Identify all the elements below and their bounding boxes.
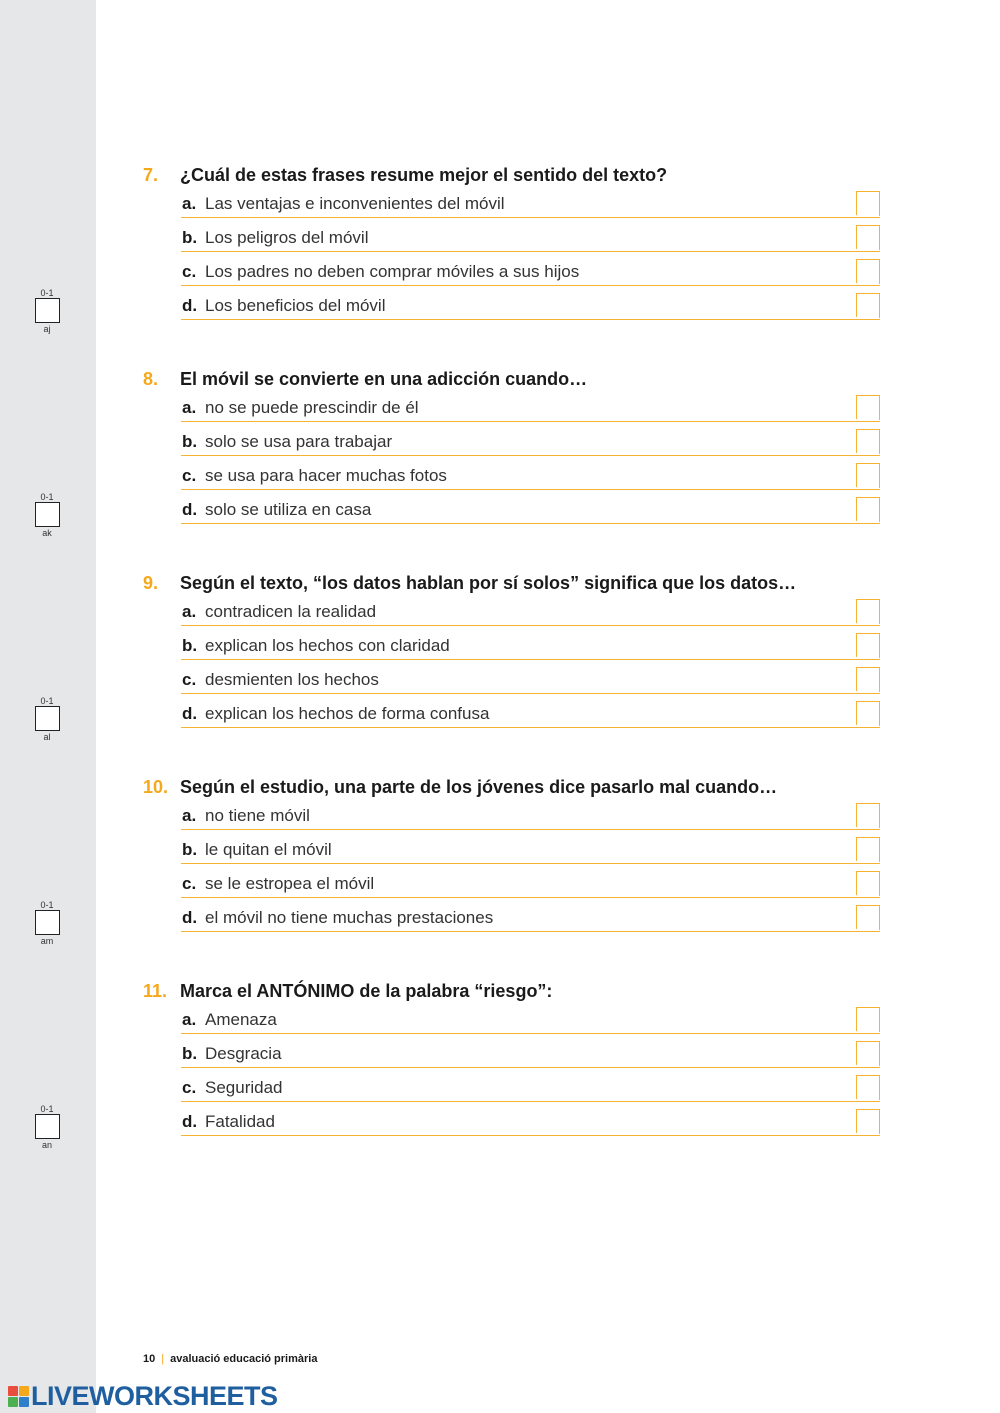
answer-checkbox[interactable]	[856, 667, 880, 691]
option-c[interactable]	[181, 457, 880, 490]
option-label: a.	[182, 1010, 197, 1029]
option-label: d.	[182, 500, 198, 519]
score-range: 0-1	[40, 1104, 54, 1114]
page-number: 10	[143, 1353, 156, 1365]
option-label: b.	[182, 228, 198, 247]
score-code: ak	[42, 528, 52, 538]
option-b[interactable]	[181, 831, 880, 864]
option-a[interactable]	[181, 593, 880, 626]
brand-name: LIVEWORKSHEETS	[31, 1381, 278, 1411]
answer-checkbox[interactable]	[856, 1109, 880, 1133]
option-text: se le estropea el móvil	[205, 874, 375, 893]
score-range: 0-1	[40, 696, 54, 706]
score-box-an	[33, 1104, 61, 1151]
option-c[interactable]	[181, 253, 880, 286]
option-b[interactable]	[181, 1035, 880, 1068]
score-code: am	[40, 936, 54, 946]
option-a[interactable]	[181, 389, 880, 422]
answer-checkbox[interactable]	[856, 905, 880, 929]
question-number: 7.	[143, 165, 159, 185]
question-number: 8.	[143, 369, 159, 389]
option-text: contradicen la realidad	[205, 602, 377, 621]
question-number: 10.	[143, 777, 169, 797]
answer-checkbox[interactable]	[856, 191, 880, 215]
option-c[interactable]	[181, 865, 880, 898]
option-label: c.	[182, 670, 197, 689]
answer-checkbox[interactable]	[856, 803, 880, 827]
option-label: b.	[182, 840, 198, 859]
answer-checkbox[interactable]	[856, 463, 880, 487]
score-input[interactable]	[35, 706, 60, 731]
question-number: 9.	[143, 573, 159, 593]
option-list	[181, 797, 880, 933]
option-text: Los padres no deben comprar móviles a sus hijos	[205, 262, 580, 281]
option-label: c.	[182, 1078, 197, 1097]
option-b[interactable]	[181, 423, 880, 456]
question-8	[143, 367, 883, 519]
option-label: b.	[182, 1044, 198, 1063]
option-label: c.	[182, 262, 197, 281]
option-text: Los beneficios del móvil	[205, 296, 386, 315]
option-b[interactable]	[181, 627, 880, 660]
question-text: El móvil se convierte en una adicción cuando…	[180, 369, 588, 389]
option-label: d.	[182, 908, 198, 927]
option-d[interactable]	[181, 287, 880, 320]
option-c[interactable]	[181, 661, 880, 694]
option-text: Amenaza	[205, 1010, 277, 1029]
option-label: d.	[182, 1112, 198, 1131]
footer-separator: |	[161, 1353, 165, 1365]
option-label: b.	[182, 432, 198, 451]
score-code: an	[41, 1140, 52, 1150]
option-a[interactable]	[181, 1001, 880, 1034]
option-list	[181, 185, 880, 321]
footer-title: avaluació educació primària	[170, 1353, 318, 1365]
option-text: Fatalidad	[205, 1112, 275, 1131]
option-text: explican los hechos con claridad	[205, 636, 450, 655]
answer-checkbox[interactable]	[856, 633, 880, 657]
answer-checkbox[interactable]	[856, 395, 880, 419]
liveworksheets-logo[interactable]	[8, 1382, 278, 1410]
option-label: a.	[182, 602, 197, 621]
option-label: c.	[182, 466, 197, 485]
question-text: Marca el ANTÓNIMO de la palabra “riesgo”:	[180, 981, 553, 1001]
score-input[interactable]	[35, 1114, 60, 1139]
answer-checkbox[interactable]	[856, 497, 880, 521]
option-text: Las ventajas e inconvenientes del móvil	[205, 194, 505, 213]
score-code: aj	[43, 324, 51, 334]
score-box-am	[33, 900, 61, 947]
option-label: b.	[182, 636, 198, 655]
option-label: a.	[182, 194, 197, 213]
question-10	[143, 775, 883, 927]
option-a[interactable]	[181, 797, 880, 830]
option-text: se usa para hacer muchas fotos	[205, 466, 447, 485]
score-range: 0-1	[40, 492, 54, 502]
option-text: explican los hechos de forma confusa	[205, 704, 490, 723]
option-text: Seguridad	[205, 1078, 283, 1097]
score-box-ak	[33, 492, 61, 539]
answer-checkbox[interactable]	[856, 599, 880, 623]
score-range: 0-1	[40, 288, 54, 298]
option-list	[181, 389, 880, 525]
option-label: a.	[182, 806, 197, 825]
score-code: al	[43, 732, 51, 742]
option-label: d.	[182, 296, 198, 315]
option-label: c.	[182, 874, 197, 893]
score-input[interactable]	[35, 502, 60, 527]
answer-checkbox[interactable]	[856, 293, 880, 317]
option-text: solo se utiliza en casa	[205, 500, 372, 519]
logo-grid-icon	[8, 1386, 29, 1407]
option-text: Los peligros del móvil	[205, 228, 369, 247]
answer-checkbox[interactable]	[856, 701, 880, 725]
option-text: le quitan el móvil	[205, 840, 332, 859]
answer-checkbox[interactable]	[856, 429, 880, 453]
option-label: d.	[182, 704, 198, 723]
option-text: el móvil no tiene muchas prestaciones	[205, 908, 494, 927]
answer-checkbox[interactable]	[856, 1075, 880, 1099]
answer-checkbox[interactable]	[856, 1041, 880, 1065]
option-label: a.	[182, 398, 197, 417]
option-c[interactable]	[181, 1069, 880, 1102]
option-d[interactable]	[181, 695, 880, 728]
question-number: 11.	[143, 981, 168, 1001]
question-text: ¿Cuál de estas frases resume mejor el sentido del texto?	[180, 165, 668, 185]
option-list	[181, 593, 880, 729]
score-input[interactable]	[35, 298, 60, 323]
option-text: no se puede prescindir de él	[205, 398, 419, 417]
option-d[interactable]	[181, 491, 880, 524]
option-d[interactable]	[181, 899, 880, 932]
score-input[interactable]	[35, 910, 60, 935]
option-text: solo se usa para trabajar	[205, 432, 393, 451]
option-list	[181, 1001, 880, 1137]
score-box-aj	[33, 288, 61, 335]
score-range: 0-1	[40, 900, 54, 910]
answer-checkbox[interactable]	[856, 259, 880, 283]
option-text: Desgracia	[205, 1044, 282, 1063]
question-7	[143, 163, 883, 315]
answer-checkbox[interactable]	[856, 1007, 880, 1031]
option-text: no tiene móvil	[205, 806, 310, 825]
answer-checkbox[interactable]	[856, 837, 880, 861]
question-9	[143, 571, 883, 723]
answer-checkbox[interactable]	[856, 871, 880, 895]
question-text: Según el estudio, una parte de los jóvenes dice pasarlo mal cuando…	[180, 777, 778, 797]
score-box-al	[33, 696, 61, 743]
question-11	[143, 979, 883, 1131]
option-d[interactable]	[181, 1103, 880, 1136]
option-b[interactable]	[181, 219, 880, 252]
page-footer	[143, 1353, 317, 1365]
answer-checkbox[interactable]	[856, 225, 880, 249]
option-text: desmienten los hechos	[205, 670, 379, 689]
question-text: Según el texto, “los datos hablan por sí solos” significa que los datos…	[180, 573, 797, 593]
option-a[interactable]	[181, 185, 880, 218]
